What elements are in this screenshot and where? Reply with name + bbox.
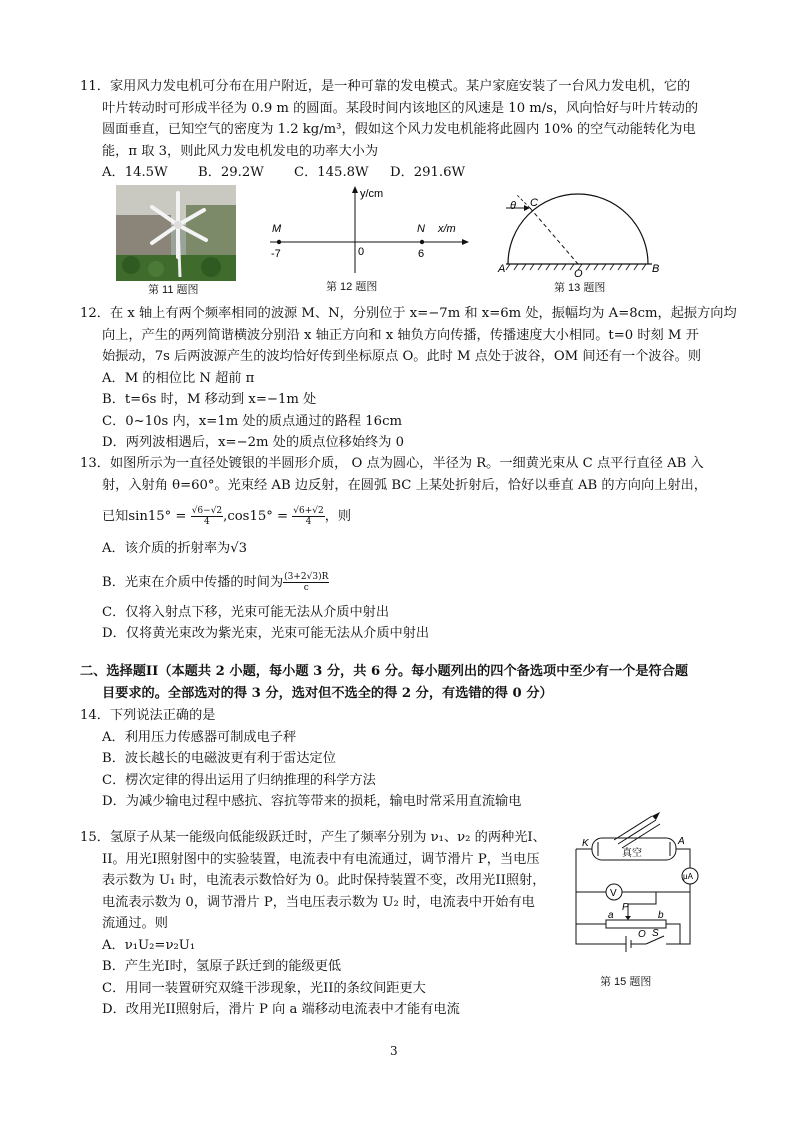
- q15-option-d: D．改用光II照射后，滑片 P 向 a 端移动电流表中才能有电流: [102, 1002, 460, 1017]
- q11-option-b: B．29.2W: [198, 165, 264, 180]
- q12-option-d: D．两列波相遇后，x=−2m 处的质点位移始终为 0: [102, 435, 404, 450]
- fig15-ammeter-label: μA: [683, 872, 693, 881]
- q15-line: 表示数为 U₁ 时，电流表示数恰好为 0。此时保持装置不变，改用光II照射，: [102, 873, 546, 888]
- q13-option-d: D．仅将黄光束改为紫光束，光束可能无法从介质中射出: [102, 626, 430, 641]
- q11-line: 圆面垂直，已知空气的密度为 1.2 kg/m³，假如这个风力发电机能将此圆内 10% 的空气动能转化为电: [102, 122, 696, 137]
- q13-sin-fraction: $\frac{√6-√2}{4}$: [191, 506, 223, 527]
- q13-option-c: C．仅将入射点下移，光束可能无法从介质中射出: [102, 604, 390, 620]
- q14-option-c: C．楞次定律的得出运用了归纳推理的科学方法: [102, 772, 376, 788]
- fig13-theta-label: θ: [510, 200, 516, 212]
- question-13: [80, 453, 720, 645]
- question-15: [80, 827, 560, 1021]
- q15-line: 流通过。则: [102, 916, 168, 931]
- fig13-b-label: B: [652, 263, 660, 275]
- q12-line: 向上，产生的两列简谐横波分别沿 x 轴正方向和 x 轴负方向传播，传播速度大小相同。t=0 时刻 M 开: [102, 327, 699, 343]
- q15-option-c: C．用同一装置研究双缝干涉现象，光II的条纹间距更大: [102, 980, 426, 996]
- q13-option-a: A．该介质的折射率为√3: [102, 541, 248, 556]
- page-number: 3: [390, 1044, 398, 1058]
- q15-line: 15．氢原子从某一能级向低能级跃迁时，产生了频率分别为 ν₁、ν₂ 的两种光I、: [80, 830, 546, 845]
- fig13-o-label: O: [574, 268, 583, 278]
- q13-option-b: B．光束在介质中传播的时间为 $\frac{(3+2√3)R}{c}$: [102, 571, 329, 593]
- q14-option-d: D．为减少输电过程中感抗、容抗等带来的损耗，输电时常采用直流输电: [102, 794, 522, 809]
- q15-line: II。用光I照射图中的实验装置，电流表中有电流通过，调节滑片 P，当电压: [102, 851, 540, 867]
- q13-optb-fraction: $\frac{(3+2√3)R}{c}$: [284, 571, 329, 593]
- fig12-m-label: M: [272, 223, 282, 235]
- q11-line: 能，π 取 3，则此风力发电机发电的功率大小为: [102, 143, 379, 159]
- q11-option-d: D．291.6W: [390, 165, 466, 180]
- fig12-n-label: N: [417, 223, 425, 235]
- q11-line: 叶片转动时可形成半径为 0.9 m 的圆面。某段时间内该地区的风速是 10 m/s，风向恰好与叶片转动的: [102, 100, 699, 116]
- q13-given-prefix: 已知sin15° =: [102, 509, 187, 524]
- q12-option-b: B．t=6s 时，M 移动到 x=−1m 处: [102, 392, 317, 407]
- fig12-y-label: y/cm: [360, 188, 384, 200]
- fig13-caption: 第 13 题图: [554, 282, 606, 294]
- q11-line: 11．家用风力发电机可分布在用户附近，是一种可靠的发电模式。某户家庭安装了一台风力发电机，它的: [80, 79, 691, 94]
- q13-line: 射，入射角 θ=60°。光束经 AB 边反射，在圆弧 BC 上某处折射后，恰好以垂直 AB 的方向向上射出，: [102, 477, 707, 493]
- fig11-wind-turbine-photo: [116, 185, 236, 281]
- q11-option-c: C．145.8W: [294, 165, 369, 180]
- q13-cos-fraction: $\frac{√6+√2}{4}$: [293, 506, 324, 527]
- fig15-p-label: P: [622, 902, 629, 913]
- fig15-s-label: S: [652, 928, 659, 939]
- q12-option-a: A．M 的相位比 N 超前 π: [102, 370, 255, 386]
- fig15-a-top-label: A: [678, 836, 685, 847]
- fig13-semicircle-diagram: [496, 188, 666, 278]
- q13-line: 13．如图所示为一直径处镀银的半圆形介质， O 点为圆心，半径为 R。一细黄光束从 C 点平行直径 AB 入: [80, 456, 704, 471]
- q13-cos-prefix: ,cos15° =: [223, 509, 289, 524]
- q12-line: 12．在 x 轴上有两个频率相同的波源 M、N，分别位于 x=−7m 和 x=6m 处，振幅均为 A=8cm，起振方向均: [80, 306, 737, 321]
- q14-option-a: A．利用压力传感器可制成电子秤: [102, 729, 297, 745]
- q11-option-a: A．14.5W: [102, 165, 168, 180]
- question-11: [80, 76, 720, 184]
- q12-option-c: C．0~10s 内，x=1m 处的质点通过的路程 16cm: [102, 413, 402, 429]
- fig15-caption: 第 15 题图: [600, 976, 652, 988]
- q14-option-b: B．波长越长的电磁波更有利于雷达定位: [102, 751, 336, 766]
- fig12-axis-diagram: [262, 185, 472, 277]
- q15-option-a: A．ν₁U₂=ν₂U₁: [102, 937, 196, 953]
- q12-line: 始振动，7s 后两波源产生的波均恰好传到坐标原点 O。此时 M 点处于波谷，OM 间还有一个波谷。则: [102, 349, 702, 364]
- fig12-tick-o: 0: [358, 246, 365, 258]
- fig12-tick-n: 6: [418, 248, 425, 260]
- fig15-circuit-diagram: [566, 812, 706, 972]
- question-14: [80, 705, 720, 813]
- fig13-c-label: C: [530, 197, 538, 209]
- fig15-a-label: a: [608, 910, 614, 921]
- section-2-heading: 二、选择题II（本题共 2 小题，每小题 3 分，共 6 分。每小题列出的四个备选项中至少有一个是符合题 目要求的。全部选对的得 3 分，选对但不选全的得 2 分，有选错的得 0 分）: [80, 664, 689, 701]
- fig15-o-label: O: [638, 929, 646, 940]
- q13-given: [80, 504, 720, 530]
- fig12-x-label: x/m: [438, 223, 456, 235]
- q11-options: [80, 162, 720, 184]
- question-12: [80, 303, 737, 454]
- fig12-tick-m: -7: [271, 248, 281, 260]
- fig15-b-label: b: [658, 910, 664, 921]
- q15-line: 电流表示数为 0，调节滑片 P，当电压表示数为 U₂ 时，电流表中开始有电: [102, 894, 535, 910]
- fig13-a-label: A: [498, 263, 506, 275]
- fig15-k-label: K: [582, 838, 589, 849]
- q14-stem: 14．下列说法正确的是: [80, 708, 216, 723]
- fig11-caption: 第 11 题图: [148, 284, 199, 296]
- fig12-caption: 第 12 题图: [326, 281, 378, 293]
- q15-option-b: B．产生光I时，氢原子跃迁到的能级更低: [102, 959, 342, 974]
- q13-given-suffix: ，则: [324, 509, 352, 524]
- fig15-voltmeter-label: V: [610, 888, 617, 899]
- fig15-vacuum-label: 真空: [622, 848, 642, 859]
